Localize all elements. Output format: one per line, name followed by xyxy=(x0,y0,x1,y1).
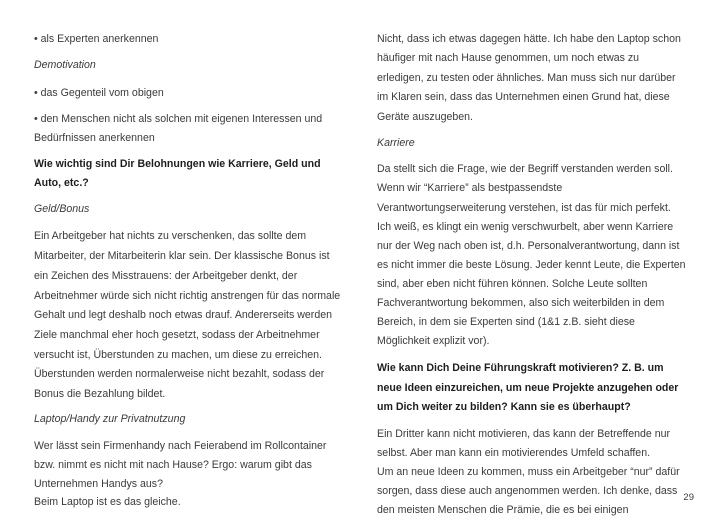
geld-line-6: Ziele manchmal eher hoch gesetzt, sodass der Arbeitnehmer xyxy=(34,329,320,341)
geld-line-9: Bonus die Bezahlung bildet. xyxy=(34,388,166,400)
geld-line-2: Mitarbeiter, der Mitarbeiterin klar sein. Der klassische Bonus ist xyxy=(34,250,330,262)
karriere-line-2: Wenn wir “Karriere” als bestpassendste xyxy=(377,182,563,194)
laptop-line-4: Beim Laptop ist es das gleiche. xyxy=(34,496,181,508)
bullet-menschen-2: Bedürfnissen anerkennen xyxy=(34,132,155,144)
geld-line-1: Ein Arbeitgeber hat nichts zu verschenken, das sollte dem xyxy=(34,230,307,242)
karriere-line-6: es nicht immer die beste Lösung. Jeder kennt Leute, die Experten xyxy=(377,259,686,271)
bullet-menschen-1: • den Menschen nicht als solchen mit eigenen Interessen und xyxy=(34,113,323,125)
heading-laptop-handy: Laptop/Handy zur Privatnutzung xyxy=(34,413,186,425)
bullet-gegenteil: • das Gegenteil vom obigen xyxy=(34,87,164,99)
question-motivieren-1: Wie kann Dich Deine Führungskraft motivieren? Z. B. um xyxy=(377,362,664,374)
laptop-cont-5: Geräte auszugeben. xyxy=(377,111,474,123)
karriere-line-9: Bereich, in dem sie Experten sind (1&1 z.B. sieht diese xyxy=(377,316,635,328)
geld-line-4: Arbeitnehmer würde sich nicht richtig anstrengen für das normale xyxy=(34,290,341,302)
karriere-line-1: Da stellt sich die Frage, wie der Begriff verstanden werden soll. xyxy=(377,163,673,175)
motivieren-line-5: den meisten Menschen die Prämie, die es bei einigen xyxy=(377,504,629,516)
karriere-line-4: Ich weiß, es klingt ein wenig verschwurbelt, aber wenn Karriere xyxy=(377,221,674,233)
karriere-line-5: nur der Weg nach oben ist, d.h. Personalverantwortung, dann ist xyxy=(377,240,680,252)
heading-karriere: Karriere xyxy=(377,137,415,149)
geld-line-5: Gehalt und legt deshalb noch etwas drauf. Andererseits werden xyxy=(34,309,332,321)
karriere-line-7: sind, aber eben nicht führen können. Solche Leute sollten xyxy=(377,278,648,290)
heading-geld-bonus: Geld/Bonus xyxy=(34,203,90,215)
question-belohnungen-2: Auto, etc.? xyxy=(34,177,89,189)
laptop-line-1: Wer lässt sein Firmenhandy nach Feierabend im Rollcontainer xyxy=(34,440,327,452)
page-number: 29 xyxy=(683,492,694,503)
laptop-cont-1: Nicht, dass ich etwas dagegen hätte. Ich habe den Laptop schon xyxy=(377,33,681,45)
karriere-line-3: Verantwortungserweiterung verstehen, ist das für mich perfekt. xyxy=(377,202,671,214)
geld-line-8: Überstunden werden normalerweise nicht bezahlt, sodass der xyxy=(34,368,325,380)
bullet-experten: • als Experten anerkennen xyxy=(34,33,159,45)
question-motivieren-3: um Dich weiter zu bilden? Kann sie es überhaupt? xyxy=(377,401,631,413)
laptop-cont-4: im Klaren sein, dass das Unternehmen einen Grund hat, diese xyxy=(377,91,670,103)
motivieren-line-3: Um an neue Ideen zu kommen, muss ein Arbeitgeber “nur” dafür xyxy=(377,466,680,478)
laptop-cont-3: erledigen, zu testen oder ähnliches. Man muss sich nur darüber xyxy=(377,72,676,84)
laptop-line-3: Unternehmen Handys aus? xyxy=(34,478,163,490)
karriere-line-8: Fachverantwortung bekommen, also sich weiterbilden in dem xyxy=(377,297,665,309)
question-belohnungen-1: Wie wichtig sind Dir Belohnungen wie Karriere, Geld und xyxy=(34,158,321,170)
heading-demotivation: Demotivation xyxy=(34,59,96,71)
geld-line-7: versucht ist, Überstunden zu machen, um diese zu erreichen. xyxy=(34,349,322,361)
geld-line-3: ein Zeichen des Misstrauens: der Arbeitgeber denkt, der xyxy=(34,270,298,282)
motivieren-line-2: selbst. Aber man kann ein motivierendes Umfeld schaffen. xyxy=(377,447,651,459)
laptop-cont-2: häufiger mit nach Hause genommen, um noch etwas zu xyxy=(377,52,640,64)
motivieren-line-4: sorgen, dass diese auch angenommen werden. Ich denke, dass xyxy=(377,485,678,497)
laptop-line-2: bzw. nimmt es nicht mit nach Hause? Ergo: warum gibt das xyxy=(34,459,312,471)
karriere-line-10: Möglichkeit explizit vor). xyxy=(377,335,490,347)
motivieren-line-1: Ein Dritter kann nicht motivieren, das kann der Betreffende nur xyxy=(377,428,671,440)
question-motivieren-2: neue Ideen einzureichen, um neue Projekte anzugehen oder xyxy=(377,382,679,394)
